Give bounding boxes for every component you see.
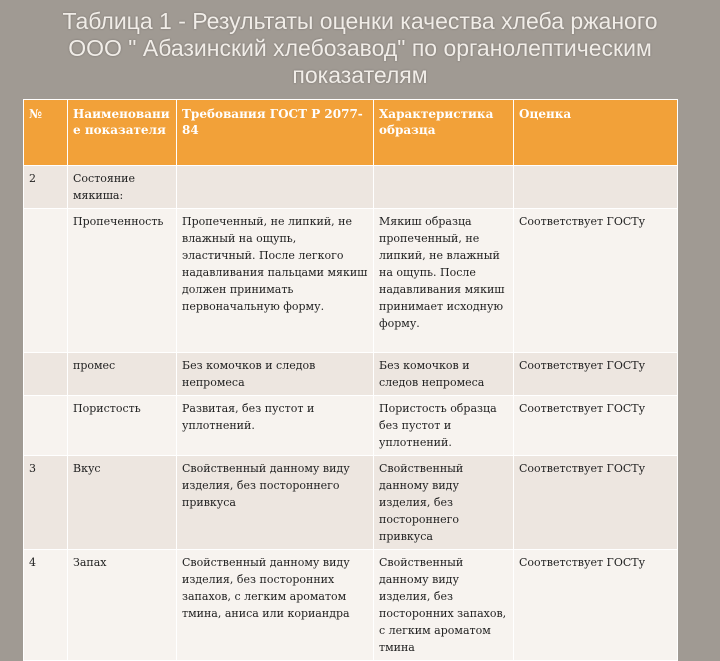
header-gost-requirements: Требования ГОСТ Р 2077-84 [177,100,374,166]
cell-number [24,209,68,353]
cell-indicator-name: Вкус [68,456,177,550]
table-row [24,353,678,396]
cell-sample-characteristic: Пористость образца без пустот и уплотнений. [374,396,514,456]
cell-indicator-name: Состояние мякиша: [68,166,177,209]
slide-title [10,8,710,89]
cell-sample-characteristic [374,166,514,209]
title-line: Таблица 1 - Результаты оценки качества хлеба ржаного [62,8,658,34]
header-indicator-name: Наименование показателя [68,100,177,166]
table-row [24,456,678,550]
cell-sample-characteristic: Свойственный данному виду изделия, без посторонних запахов, с легким ароматом тмина [374,550,514,661]
results-table [23,99,678,661]
header-number: № [24,100,68,166]
cell-assessment: Соответствует ГОСТу [514,209,678,353]
cell-indicator-name: Запах [68,550,177,661]
cell-sample-characteristic: Мякиш образца пропеченный, не липкий, не влажный на ощупь. После надавливания мякиш принимает исходную форму. [374,209,514,353]
table-row [24,396,678,456]
table-header-row [24,100,678,166]
table-row [24,166,678,209]
header-sample-characteristic: Характеристика образца [374,100,514,166]
title-line: ООО " Абазинский хлебозавод" по органолептическим [68,35,652,61]
header-assessment: Оценка [514,100,678,166]
cell-number: 4 [24,550,68,661]
cell-gost-requirements: Свойственный данному виду изделия, без постороннего привкуса [177,456,374,550]
table-row [24,209,678,353]
cell-indicator-name: Пропеченность [68,209,177,353]
cell-indicator-name: Пористость [68,396,177,456]
cell-number: 3 [24,456,68,550]
cell-sample-characteristic: Без комочков и следов непромеса [374,353,514,396]
cell-assessment: Соответствует ГОСТу [514,456,678,550]
cell-indicator-name: промес [68,353,177,396]
cell-assessment [514,166,678,209]
cell-gost-requirements: Без комочков и следов непромеса [177,353,374,396]
cell-gost-requirements: Пропеченный, не липкий, не влажный на ощупь, эластичный. После легкого надавливания пальцами мякиш должен принимать первоначальную форму. [177,209,374,353]
cell-number: 2 [24,166,68,209]
cell-assessment: Соответствует ГОСТу [514,550,678,661]
cell-gost-requirements [177,166,374,209]
cell-number [24,353,68,396]
cell-assessment: Соответствует ГОСТу [514,396,678,456]
cell-gost-requirements: Свойственный данному виду изделия, без посторонних запахов, с легким ароматом тмина, аниса или кориандра [177,550,374,661]
cell-gost-requirements: Развитая, без пустот и уплотнений. [177,396,374,456]
table-row [24,550,678,661]
cell-sample-characteristic: Свойственный данному виду изделия, без постороннего привкуса [374,456,514,550]
cell-assessment: Соответствует ГОСТу [514,353,678,396]
cell-number [24,396,68,456]
title-line: показателям [292,62,428,88]
